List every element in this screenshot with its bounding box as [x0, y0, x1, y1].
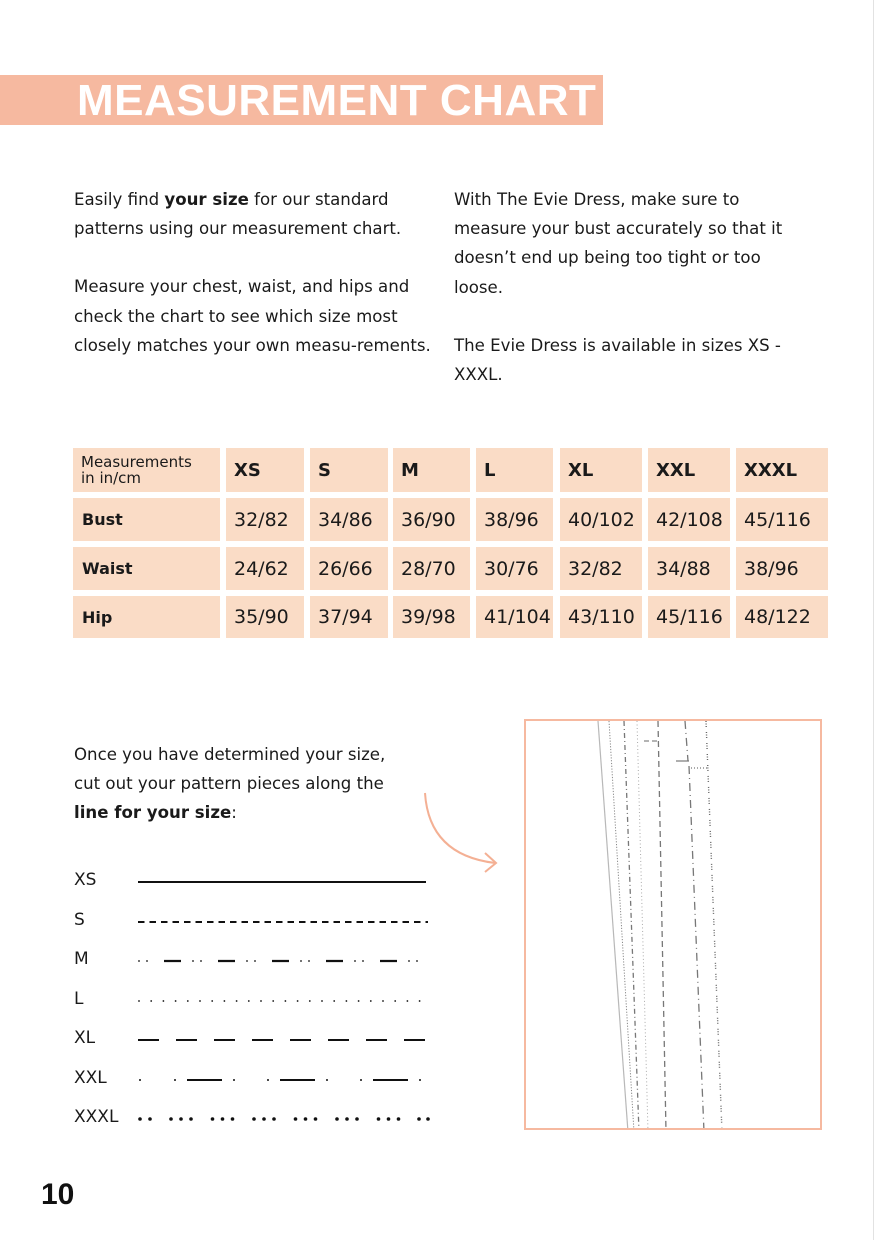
table-header-xl: XL [560, 448, 642, 492]
table-cell: 45/116 [648, 596, 730, 638]
table-cell: 37/94 [310, 596, 388, 638]
legend-label-xxxl: XXXL [74, 1107, 119, 1127]
legend-label-xl: XL [74, 1028, 96, 1048]
intro-left-paragraph-1: Easily find your size for our standard patterns using our measurement chart. [74, 190, 402, 239]
legend-line-s [138, 914, 430, 928]
table-row-label-hip: Hip [73, 596, 220, 638]
table-cell: 38/96 [476, 498, 553, 541]
legend-label-xxl: XXL [74, 1068, 107, 1088]
table-cell: 41/104 [476, 596, 553, 638]
intro-left-column [74, 185, 434, 360]
legend-label-s: S [74, 910, 85, 930]
table-corner-header: Measurements in in/cm [73, 448, 220, 492]
legend-label-xs: XS [74, 870, 97, 890]
table-row-label-waist: Waist [73, 547, 220, 590]
pattern-line-xxxl [706, 721, 722, 1130]
legend-label-m: M [74, 949, 89, 969]
emphasis-your-size: your size [164, 190, 249, 209]
pattern-line-xl [658, 721, 666, 1130]
legend-line-xl [138, 1032, 430, 1046]
table-cell: 45/116 [736, 498, 828, 541]
page-title: MEASUREMENT CHART [77, 76, 597, 125]
table-cell: 24/62 [226, 547, 304, 590]
pattern-illustration [524, 719, 822, 1130]
legend-line-xs [138, 874, 430, 888]
table-cell: 36/90 [393, 498, 470, 541]
table-header-s: S [310, 448, 388, 492]
intro-right-column [454, 185, 814, 389]
intro-right-paragraph-2: The Evie Dress is available in sizes XS - XXXL. [454, 335, 781, 385]
emphasis-line-for-your-size: line for your size [74, 803, 232, 822]
table-cell: 38/96 [736, 547, 828, 590]
table-row-label-bust: Bust [73, 498, 220, 541]
pattern-line-xs [598, 721, 628, 1130]
table-cell: 32/82 [226, 498, 304, 541]
table-header-l: L [476, 448, 553, 492]
intro-right-paragraph-1: With The Evie Dress, make sure to measure your bust accurately so that it doesn’t end up being too tight or too loose. [454, 190, 783, 297]
table-header-m: M [393, 448, 470, 492]
legend-line-m [138, 953, 430, 967]
pattern-line-l [637, 721, 648, 1130]
cut-instructions: Once you have determined your size, cut out your pattern pieces along the line for your size: [74, 745, 386, 822]
table-cell: 39/98 [393, 596, 470, 638]
table-header-xxl: XXL [648, 448, 730, 492]
table-cell: 26/66 [310, 547, 388, 590]
pattern-line-xxl [689, 766, 704, 1130]
table-header-xxxl: XXXL [736, 448, 828, 492]
legend-label-l: L [74, 989, 84, 1009]
table-cell: 34/86 [310, 498, 388, 541]
table-cell: 30/76 [476, 547, 553, 590]
legend-line-xxl [138, 1072, 430, 1086]
table-cell: 34/88 [648, 547, 730, 590]
table-cell: 28/70 [393, 547, 470, 590]
table-cell: 32/82 [560, 547, 642, 590]
table-cell: 40/102 [560, 498, 642, 541]
pattern-line-m [624, 721, 639, 1130]
legend-line-l [138, 993, 430, 1007]
pattern-line-xxl-top [685, 721, 688, 761]
page-number: 10 [41, 1178, 75, 1211]
pattern-lines-graphic [526, 721, 822, 1130]
intro-left-paragraph-2: Measure your chest, waist, and hips and check the chart to see which size most closely matches your own measu-rements. [74, 277, 431, 355]
table-cell: 42/108 [648, 498, 730, 541]
table-cell: 35/90 [226, 596, 304, 638]
legend-line-xxxl [138, 1111, 430, 1125]
table-cell: 48/122 [736, 596, 828, 638]
curved-arrow-icon [415, 785, 505, 880]
table-header-xs: XS [226, 448, 304, 492]
table-cell: 43/110 [560, 596, 642, 638]
